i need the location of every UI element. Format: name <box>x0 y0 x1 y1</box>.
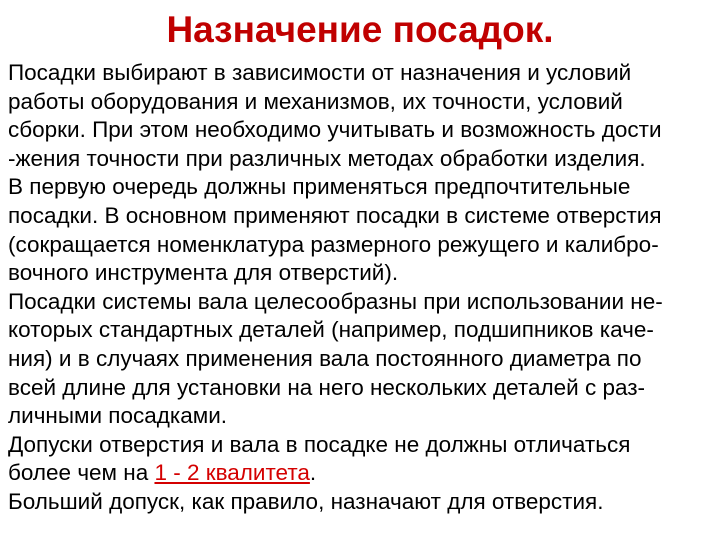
body-line: личными посадками. <box>8 403 228 429</box>
body-line: Больший допуск, как правило, назначают для отверстия. <box>8 488 604 514</box>
body-line: Посадки системы вала целесообразны при использовании не- <box>8 288 663 314</box>
body-line: сборки. При этом необходимо учитывать и возможность дости <box>8 117 662 143</box>
body-line: Посадки выбирают в зависимости от назначения и условий <box>8 60 632 85</box>
body-line: (сокращается номенклатура размерного режущего и калибро- <box>8 231 659 257</box>
body-line: -жения точности при различных методах обработки изделия. <box>8 145 646 171</box>
qualitet-link[interactable]: 1 - 2 квалитета <box>154 460 310 486</box>
body-line: посадки. В основном применяют посадки в системе отверстия <box>8 202 662 228</box>
body-line: В первую очередь должны применяться предпочтительные <box>8 174 631 200</box>
body-line: ния) и в случаях применения вала постоянного диаметра по <box>8 345 642 371</box>
body-line-with-link <box>8 459 716 488</box>
line-suffix: . <box>309 460 317 486</box>
body-line: Допуски отверстия и вала в посадке не должны отличаться <box>8 431 631 457</box>
body-line: которых стандартных деталей (например, подшипников каче- <box>8 317 654 343</box>
body-line: вочного инструмента для отверстий). <box>8 260 399 286</box>
line-prefix: более чем на <box>8 460 155 486</box>
body-line: работы оборудования и механизмов, их точности, условий <box>8 88 623 114</box>
slide-title: Назначение посадок. <box>166 9 554 50</box>
body-line: всей длине для установки на него нескольких деталей с раз- <box>8 374 646 400</box>
slide-body <box>8 59 716 517</box>
